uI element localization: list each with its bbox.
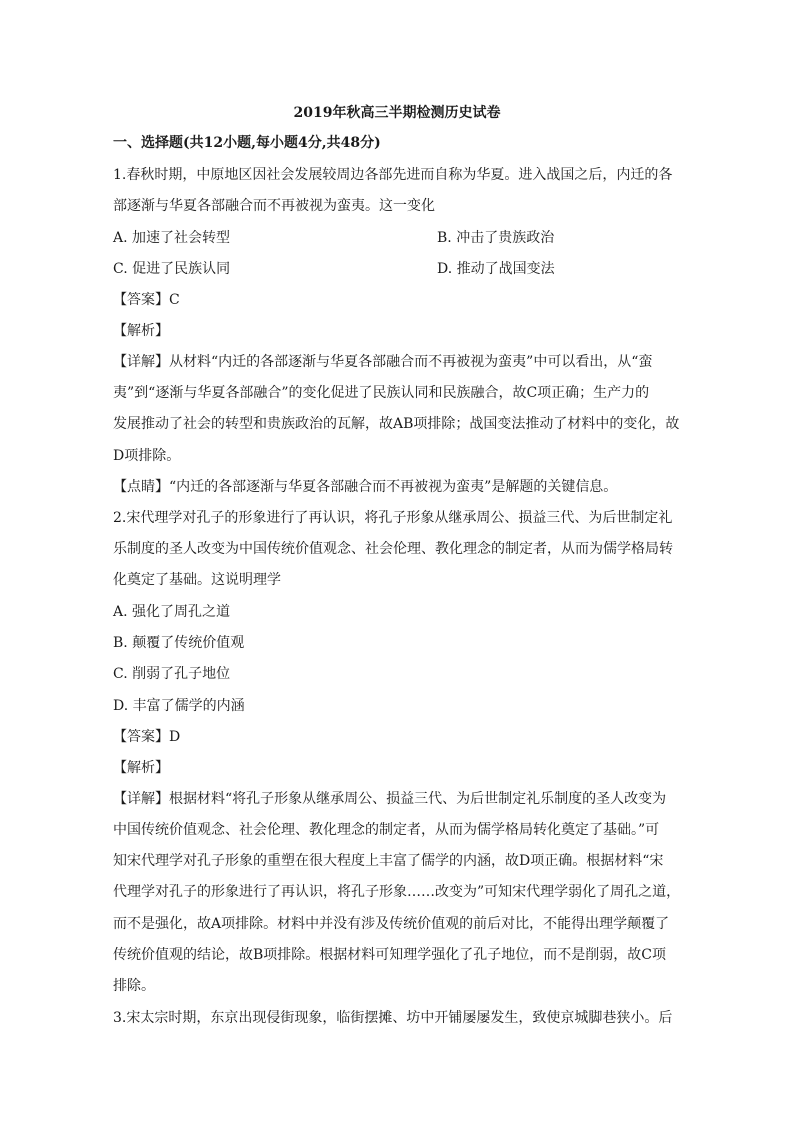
q2-option-b: B. 颠覆了传统价值观 xyxy=(113,635,245,651)
q1-option-b: B. 冲击了贵族政治 xyxy=(437,230,555,246)
q1-option-a: A. 加速了社会转型 xyxy=(113,230,231,246)
q1-analysis-label: 【解析】 xyxy=(113,323,169,339)
q2-analysis-label: 【解析】 xyxy=(113,760,169,776)
section-heading: 一、选择题(共12小题,每小题4分,共48分) xyxy=(113,135,381,151)
q2-stem-line: 2.宋代理学对孔子的形象进行了再认识，将孔子形象从继承周公、损益三代、为后世制定礼 xyxy=(113,510,673,526)
q2-stem-line: 化奠定了基础。这说明理学 xyxy=(113,572,281,588)
q1-detail-line: 发展推动了社会的转型和贵族政治的瓦解，故AB项排除；战国变法推动了材料中的变化，故 xyxy=(113,416,680,432)
q2-detail-line: 代理学对孔子的形象进行了再认识，将孔子形象……改变为”可知宋代理学弱化了周孔之道， xyxy=(113,884,681,900)
q1-stem-line: 1.春秋时期，中原地区因社会发展较周边各部先进而自称为华夏。进入战国之后，内迁的各 xyxy=(113,167,673,183)
q1-detail-line: D项排除。 xyxy=(113,448,181,464)
q1-note: 【点睛】“内迁的各部逐渐与华夏各部融合而不再被视为蛮夷”是解题的关键信息。 xyxy=(113,479,618,495)
q2-stem-line: 乐制度的圣人改变为中国传统价值观念、社会伦理、教化理念的制定者，从而为儒学格局转 xyxy=(113,541,673,557)
page-title: 2019年秋高三半期检测历史试卷 xyxy=(293,105,501,121)
q2-detail-line: 中国传统价值观念、社会伦理、教化理念的制定者，从而为儒学格局转化奠定了基础。”可 xyxy=(113,822,660,838)
q2-option-d: D. 丰富了儒学的内涵 xyxy=(113,698,245,714)
q1-detail-line: 【详解】从材料“内迁的各部逐渐与华夏各部融合而不再被视为蛮夷”中可以看出，从“蛮 xyxy=(113,354,653,370)
q1-answer: 【答案】C xyxy=(113,292,180,308)
q1-stem-line: 部逐渐与华夏各部融合而不再被视为蛮夷。这一变化 xyxy=(113,198,435,214)
q1-detail-line: 夷”到“逐渐与华夏各部融合”的变化促进了民族认同和民族融合，故C项正确；生产力的 xyxy=(113,385,650,401)
q2-detail-line: 【详解】根据材料“将孔子形象从继承周公、损益三代、为后世制定礼乐制度的圣人改变为 xyxy=(113,791,667,807)
q2-answer: 【答案】D xyxy=(113,729,181,745)
q2-option-a: A. 强化了周孔之道 xyxy=(113,604,231,620)
q2-option-c: C. 削弱了孔子地位 xyxy=(113,666,231,682)
q3-stem-line: 3.宋太宗时期，东京出现侵街现象，临街摆摊、坊中开铺屡屡发生，致使京城脚巷狭小。后 xyxy=(113,1010,673,1026)
q2-detail-line: 知宋代理学对孔子形象的重塑在很大程度上丰富了儒学的内涵，故D项正确。根据材料“宋 xyxy=(113,853,664,869)
q2-detail-line: 而不是强化，故A项排除。材料中并没有涉及传统价值观的前后对比，不能得出理学颠覆了 xyxy=(113,916,670,932)
q2-detail-line: 排除。 xyxy=(113,978,155,994)
q2-detail-line: 传统价值观的结论，故B项排除。根据材料可知理学强化了孔子地位，而不是削弱，故C项 xyxy=(113,947,666,963)
q1-option-d: D. 推动了战国变法 xyxy=(437,261,555,277)
q1-option-c: C. 促进了民族认同 xyxy=(113,261,231,277)
